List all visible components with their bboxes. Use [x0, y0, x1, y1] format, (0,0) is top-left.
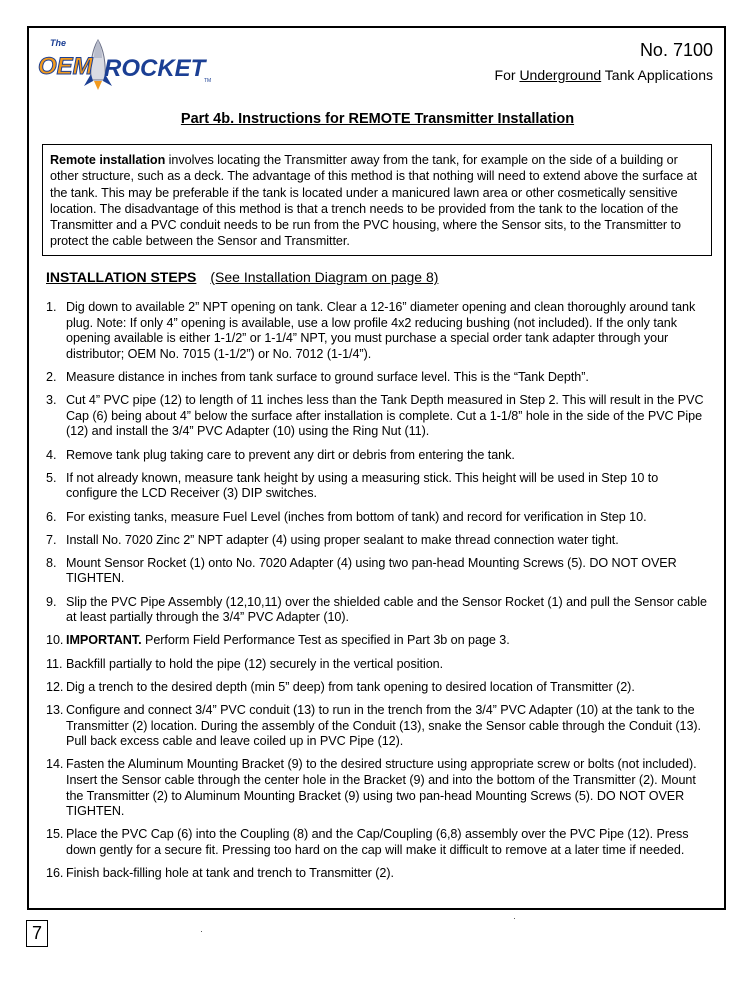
- scan-speck: [201, 931, 202, 932]
- document-subtitle: [495, 67, 713, 83]
- step-item: [46, 703, 712, 750]
- installation-steps-list: [46, 300, 712, 889]
- step-number: 8.: [46, 555, 57, 570]
- steps-heading-reference: (See Installation Diagram on page 8): [210, 269, 439, 285]
- step-number: 5.: [46, 470, 57, 485]
- step-number: 13.: [46, 703, 64, 717]
- step-text: For existing tanks, measure Fuel Level (inches from bottom of tank) and record for verification in Step 10.: [66, 509, 647, 524]
- step-item: [46, 300, 712, 362]
- step-item: [46, 471, 712, 502]
- step-item: [46, 757, 712, 819]
- step-item: [46, 657, 712, 673]
- step-number: 9.: [46, 594, 57, 609]
- step-text: Slip the PVC Pipe Assembly (12,10,11) over the shielded cable and the Sensor Rocket (1) and pull the Sensor cable at least partially through the 3/4” PVC Adapter (10).: [66, 594, 707, 625]
- step-number: 1.: [46, 300, 57, 314]
- part-title: Part 4b. Instructions for REMOTE Transmitter Installation: [180, 111, 575, 127]
- step-text: Cut 4” PVC pipe (12) to length of 11 inches less than the Tank Depth measured in Step 2. This will result in the PVC Cap (6) being about 4” below the surface after installation is complete. Cut a 1-1/8” hole in the side of the PVC Pipe (12) and install the 3/4” PVC Adapter (10) using the Ring Nut (11).: [66, 393, 704, 439]
- step-item: [46, 510, 712, 526]
- step-item: [46, 556, 712, 587]
- scan-speck: [514, 918, 515, 919]
- step-number: 11.: [46, 656, 63, 671]
- step-item: [46, 827, 712, 858]
- intro-box: [42, 144, 712, 256]
- step-number: 3.: [46, 393, 57, 408]
- step-item: [46, 595, 712, 626]
- document-number: No. 7100: [639, 40, 713, 60]
- logo-rocket-text: ROCKET: [104, 55, 206, 82]
- step-number: 15.: [46, 827, 64, 842]
- step-text: Fasten the Aluminum Mounting Bracket (9) to the desired structure using appropriate screw or bolts (not included). Insert the Sensor cable through the center hole in the Bracket (9) and into the bottom of the Transmitter (2). Mount the Transmitter (2) to Aluminum Mounting Bracket (9) using two pan-head Mounting Screws (5). DO NOT OVER TIGHTEN.: [66, 757, 697, 819]
- step-number: 6.: [46, 509, 57, 524]
- logo-tm-text: TM: [204, 78, 212, 84]
- page-number: 7: [26, 920, 48, 947]
- subtitle-prefix: For: [494, 67, 520, 83]
- step-number: 16.: [46, 866, 64, 881]
- step-text: Dig down to available 2” NPT opening on tank. Clear a 12-16” diameter opening and clean thoroughly around tank plug. Note: If only 4” opening is available, use a low profile 4x2 reducing bushing (not included). If the only tank opening available is either 1-1/2” or 1-1/4” NPT, you must purchase a special order tank adapter through your distributor; OEM No. 7015 (1-1/2”) or No. 7012 (1-1/4”).: [66, 300, 696, 361]
- intro-text: involves locating the Transmitter away from the tank, for example on the side of a building or other structure, such as a deck. The advantage of this method is that nothing will need to extend above the surface at the tank. This may be preferable if the tank is located under a manicured lawn area or other cosmetically sensitive location. The disadvantage of this method is that a trench needs to be provided from the tank to the location of the Transmitter and a PVC conduit needs to be run from the PVC housing, where the Sensor sits, to the Transmitter to protect the cable between the Sensor and Transmitter.: [50, 153, 698, 249]
- step-text: Backfill partially to hold the pipe (12) securely in the vertical position.: [66, 656, 444, 671]
- step-text: If not already known, measure tank height by using a measuring stick. This height will be used in Step 10 to configure the LCD Receiver (3) DIP switches.: [66, 470, 659, 501]
- step-text: Finish back-filling hole at tank and trench to Transmitter (2).: [66, 866, 394, 881]
- step-item: [46, 370, 712, 386]
- step-number: 4.: [46, 447, 57, 462]
- step-item: [46, 533, 712, 549]
- step-number: 10.: [46, 633, 64, 648]
- logo-oem-text: OEM: [38, 53, 93, 80]
- steps-heading-title: INSTALLATION STEPS: [46, 269, 197, 285]
- subtitle-suffix: Tank Applications: [601, 67, 713, 83]
- step-item: [46, 680, 712, 696]
- step-item: [46, 633, 712, 649]
- step-text: Place the PVC Cap (6) into the Coupling (8) and the Cap/Coupling (6,8) assembly over the PVC Pipe (12). Press down gently for a secure fit. Pressing too hard on the cap will make it difficult to remove at a later time if needed.: [66, 827, 689, 857]
- step-item: [46, 866, 712, 882]
- subtitle-underground: Underground: [519, 67, 602, 83]
- intro-lead: Remote installation: [50, 153, 166, 167]
- oem-rocket-logo: [36, 34, 216, 92]
- step-number: 2.: [46, 369, 57, 384]
- step-text: Remove tank plug taking care to prevent any dirt or debris from entering the tank.: [66, 447, 515, 462]
- step-text: Mount Sensor Rocket (1) onto No. 7020 Adapter (4) using two pan-head Mounting Screws (5). DO NOT OVER TIGHTEN.: [66, 555, 677, 586]
- step-number: 12.: [46, 679, 64, 694]
- step-text: Measure distance in inches from tank surface to ground surface level. This is the “Tank Depth”.: [66, 369, 589, 384]
- logo-the-text: The: [50, 38, 67, 48]
- step-text: Perform Field Performance Test as specified in Part 3b on page 3.: [141, 633, 510, 648]
- step-text: Dig a trench to the desired depth (min 5” deep) from tank opening to desired location of Transmitter (2).: [66, 679, 635, 694]
- step-text: Install No. 7020 Zinc 2” NPT adapter (4) using proper sealant to make thread connection water tight.: [66, 532, 619, 547]
- step-number: 7.: [46, 532, 57, 547]
- steps-heading: [46, 269, 438, 285]
- step-lead: IMPORTANT.: [66, 633, 142, 648]
- step-item: [46, 393, 712, 440]
- step-text: Configure and connect 3/4” PVC conduit (13) to run in the trench from the 3/4” PVC Adapter (10) at the tank to the Transmitter (2) location. During the assembly of the Conduit (13), snake the Sensor cable through the Conduit (13). Pull back excess cable and leave coiled up in PVC Pipe (12).: [66, 703, 701, 749]
- step-item: [46, 448, 712, 464]
- step-number: 14.: [46, 757, 64, 772]
